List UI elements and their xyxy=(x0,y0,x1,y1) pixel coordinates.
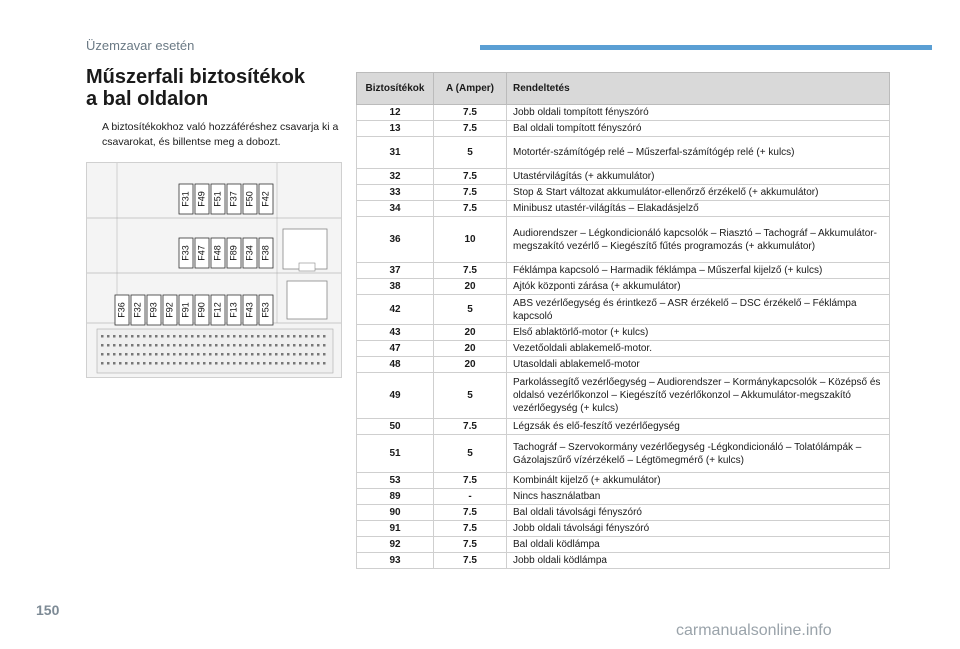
fuse-number-cell: 42 xyxy=(357,295,434,325)
purpose-cell: Féklámpa kapcsoló – Harmadik féklámpa – Műszerfal kijelző (+ kulcs) xyxy=(507,263,890,279)
amperage-cell: 7.5 xyxy=(434,169,507,185)
table-row xyxy=(357,279,890,295)
fuse-label: F32 xyxy=(132,302,143,318)
purpose-cell: Motortér-számítógép relé – Műszerfal-számítógép relé (+ kulcs) xyxy=(507,137,890,169)
page-number: 150 xyxy=(36,602,60,618)
instruction xyxy=(86,120,348,150)
table-row xyxy=(357,137,890,169)
purpose-cell: Bal oldali ködlámpa xyxy=(507,537,890,553)
table-row xyxy=(357,201,890,217)
fuse-label: F33 xyxy=(180,245,191,261)
amperage-cell: 5 xyxy=(434,373,507,419)
fuse-label: F53 xyxy=(260,302,271,318)
header-accent-bar xyxy=(480,45,932,50)
fuse-label: F50 xyxy=(244,191,255,207)
fuse-label: F13 xyxy=(228,302,239,318)
amperage-cell: - xyxy=(434,489,507,505)
title-line-2: a bal oldalon xyxy=(86,88,209,110)
purpose-cell: Audiorendszer – Légkondicionáló kapcsolók – Riasztó – Tachográf – Akkumulátor-megszakító vezérlő – Kiegészítő fűtés programozás (+ akkumulátor) xyxy=(507,217,890,263)
fuse-number-cell: 32 xyxy=(357,169,434,185)
amperage-cell: 7.5 xyxy=(434,553,507,569)
fuse-number-cell: 33 xyxy=(357,185,434,201)
purpose-cell: Parkolássegítő vezérlőegység – Audiorendszer – Kormánykapcsolók – Középső és oldalsó vezérlőkonzol – Kiegészítő vezérlőkonzol – Akkumulátor-megszakító vezérlőegység (+ kulcs) xyxy=(507,373,890,419)
fuse-label: F89 xyxy=(228,245,239,261)
title-line-1: Műszerfali biztosítékok xyxy=(86,66,305,88)
fuse-label: F38 xyxy=(260,245,271,261)
fuse-label: F51 xyxy=(212,191,223,207)
fuse-number-cell: 53 xyxy=(357,473,434,489)
purpose-cell: Vezetőoldali ablakemelő-motor. xyxy=(507,341,890,357)
amperage-cell: 5 xyxy=(434,435,507,473)
table-row xyxy=(357,169,890,185)
table-row xyxy=(357,263,890,279)
amperage-cell: 20 xyxy=(434,357,507,373)
purpose-cell: Nincs használatban xyxy=(507,489,890,505)
purpose-cell: Ajtók központi zárása (+ akkumulátor) xyxy=(507,279,890,295)
instruction-text: A biztosítékokhoz való hozzáféréshez csavarja ki a csavarokat, és billentse meg a dobozt. xyxy=(102,121,339,148)
fuse-label: F93 xyxy=(148,302,159,318)
purpose-cell: Tachográf – Szervokormány vezérlőegység -Légkondicionáló – Tolatólámpák – Gázolajszűrő vízérzékelő – Légtömegmérő (+ kulcs) xyxy=(507,435,890,473)
fuse-label: F91 xyxy=(180,302,191,318)
fuse-label: F37 xyxy=(228,191,239,207)
purpose-cell: Utasoldali ablakemelő-motor xyxy=(507,357,890,373)
fuse-number-cell: 34 xyxy=(357,201,434,217)
purpose-cell: Légzsák és elő-feszítő vezérlőegység xyxy=(507,419,890,435)
fuse-number-cell: 47 xyxy=(357,341,434,357)
table-row xyxy=(357,553,890,569)
table-row xyxy=(357,505,890,521)
amperage-cell: 7.5 xyxy=(434,263,507,279)
table-row xyxy=(357,373,890,419)
table-row xyxy=(357,473,890,489)
amperage-cell: 7.5 xyxy=(434,505,507,521)
amperage-cell: 20 xyxy=(434,279,507,295)
fuse-label: F48 xyxy=(212,245,223,261)
purpose-cell: Bal oldali távolsági fényszóró xyxy=(507,505,890,521)
table-row xyxy=(357,489,890,505)
page-title xyxy=(86,66,305,110)
table-row xyxy=(357,341,890,357)
amperage-cell: 20 xyxy=(434,341,507,357)
fuse-label: F34 xyxy=(244,245,255,261)
fuse-number-cell: 49 xyxy=(357,373,434,419)
amperage-cell: 7.5 xyxy=(434,473,507,489)
amperage-cell: 7.5 xyxy=(434,537,507,553)
fuse-number-cell: 31 xyxy=(357,137,434,169)
purpose-cell: Jobb oldali távolsági fényszóró xyxy=(507,521,890,537)
fuse-number-cell: 43 xyxy=(357,325,434,341)
amperage-cell: 7.5 xyxy=(434,185,507,201)
fuse-label: F43 xyxy=(244,302,255,318)
fuse-label: F42 xyxy=(260,191,271,207)
fuse-number-cell: 89 xyxy=(357,489,434,505)
fuse-number-cell: 91 xyxy=(357,521,434,537)
fuse-label: F31 xyxy=(180,191,191,207)
amperage-cell: 10 xyxy=(434,217,507,263)
purpose-cell: Stop & Start változat akkumulátor-ellenőrző érzékelő (+ akkumulátor) xyxy=(507,185,890,201)
table-row xyxy=(357,217,890,263)
amperage-cell: 7.5 xyxy=(434,419,507,435)
table-row xyxy=(357,357,890,373)
fuse-number-cell: 13 xyxy=(357,121,434,137)
col-header-amp: A (Amper) xyxy=(434,73,507,105)
fuse-box-illustration xyxy=(86,162,342,378)
watermark: carmanualsonline.info xyxy=(676,622,832,639)
fuse-label: F92 xyxy=(164,302,175,318)
fuse-label: F90 xyxy=(196,302,207,318)
table-row xyxy=(357,521,890,537)
table-row xyxy=(357,537,890,553)
table-row xyxy=(357,185,890,201)
amperage-cell: 7.5 xyxy=(434,105,507,121)
fuse-label: F49 xyxy=(196,191,207,207)
fuse-number-cell: 12 xyxy=(357,105,434,121)
table-row xyxy=(357,419,890,435)
purpose-cell: Első ablaktörlő-motor (+ kulcs) xyxy=(507,325,890,341)
col-header-purpose: Rendeltetés xyxy=(507,73,890,105)
fuse-label: F36 xyxy=(116,302,127,318)
purpose-cell: Jobb oldali ködlámpa xyxy=(507,553,890,569)
fuse-number-cell: 51 xyxy=(357,435,434,473)
purpose-cell: ABS vezérlőegység és érintkező – ASR érzékelő – DSC érzékelő – Féklámpa kapcsoló xyxy=(507,295,890,325)
table-row xyxy=(357,105,890,121)
table-row xyxy=(357,121,890,137)
fuse-number-cell: 92 xyxy=(357,537,434,553)
amperage-cell: 7.5 xyxy=(434,201,507,217)
section-header: Üzemzavar esetén xyxy=(86,38,195,53)
fuse-number-cell: 36 xyxy=(357,217,434,263)
amperage-cell: 5 xyxy=(434,295,507,325)
amperage-cell: 7.5 xyxy=(434,121,507,137)
fuse-table xyxy=(356,72,890,569)
table-row xyxy=(357,295,890,325)
purpose-cell: Minibusz utastér-világítás – Elakadásjelző xyxy=(507,201,890,217)
amperage-cell: 7.5 xyxy=(434,521,507,537)
fuse-box-drawing xyxy=(87,163,341,377)
fuse-number-cell: 48 xyxy=(357,357,434,373)
fuse-label: F47 xyxy=(196,245,207,261)
fuse-number-cell: 37 xyxy=(357,263,434,279)
fuse-label: F12 xyxy=(212,302,223,318)
fuse-number-cell: 50 xyxy=(357,419,434,435)
amperage-cell: 5 xyxy=(434,137,507,169)
fuse-number-cell: 93 xyxy=(357,553,434,569)
fuse-number-cell: 90 xyxy=(357,505,434,521)
purpose-cell: Jobb oldali tompított fényszóró xyxy=(507,105,890,121)
amperage-cell: 20 xyxy=(434,325,507,341)
purpose-cell: Kombinált kijelző (+ akkumulátor) xyxy=(507,473,890,489)
col-header-fuse: Biztosítékok xyxy=(357,73,434,105)
fuse-number-cell: 38 xyxy=(357,279,434,295)
table-header-row xyxy=(357,73,890,105)
table-row xyxy=(357,325,890,341)
purpose-cell: Utastérvilágítás (+ akkumulátor) xyxy=(507,169,890,185)
purpose-cell: Bal oldali tompított fényszóró xyxy=(507,121,890,137)
table-row xyxy=(357,435,890,473)
